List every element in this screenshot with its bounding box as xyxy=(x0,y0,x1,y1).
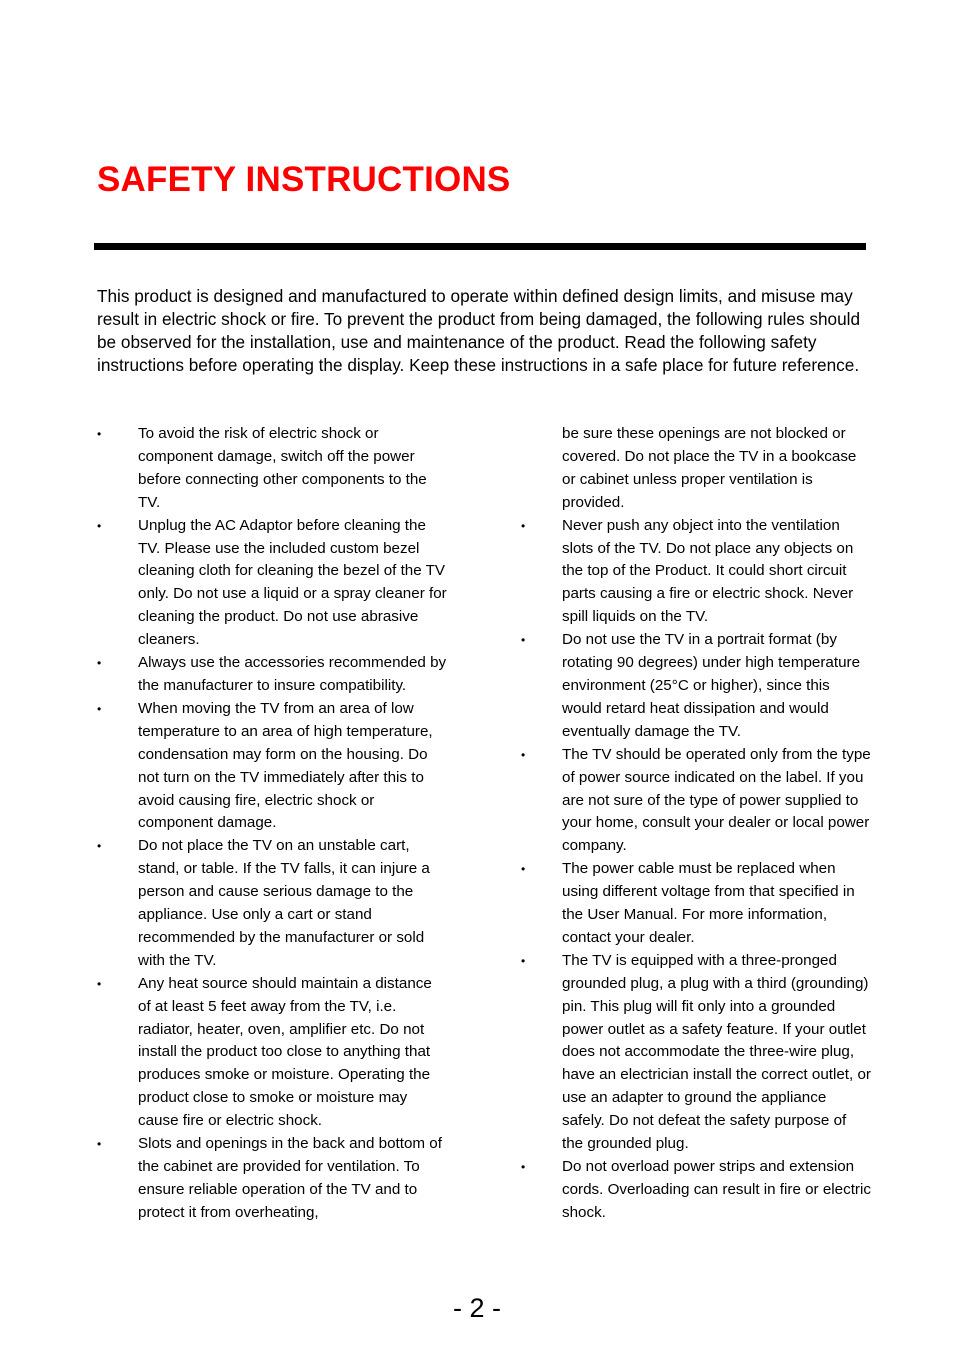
bullet-icon: • xyxy=(97,656,102,671)
list-item xyxy=(97,423,447,515)
list-item xyxy=(521,1156,871,1225)
page-number: - 2 - xyxy=(452,1293,501,1323)
list-item-text: Slots and openings in the back and bottom of the cabinet are provided for ventilation. To ensure reliable operation of the TV and to protect it from overheating, xyxy=(138,1135,442,1221)
bullet-icon: • xyxy=(97,1137,102,1152)
list-item xyxy=(97,698,447,835)
list-item-text: Do not overload power strips and extension cords. Overloading can result in fire or electric shock. xyxy=(562,1158,871,1221)
intro-paragraph: This product is designed and manufactured to operate within defined design limits, and misuse may result in electric shock or fire. To prevent the product from being damaged, the following rules should be observed for the installation, use and maintenance of the product. Read the following safety instructions before operating the display. Keep these instructions in a safe place for future reference. xyxy=(97,286,861,375)
list-item-text: Do not use the TV in a portrait format (by rotating 90 degrees) under high temperature environment (25°C or higher), since this would retard heat dissipation and would eventually damage the TV. xyxy=(562,631,861,740)
list-item-text: be sure these openings are not blocked or covered. Do not place the TV in a bookcase or cabinet unless proper ventilation is provided. xyxy=(562,425,857,511)
list-item-continuation xyxy=(521,423,871,515)
page-title: SAFETY INSTRUCTIONS xyxy=(97,160,511,199)
list-item-text: Unplug the AC Adaptor before cleaning the TV. Please use the included custom bezel cleaning cloth for cleaning the bezel of the TV only. Do not use a liquid or a spray cleaner for cleaning the product. Do not use abrasive cleaners. xyxy=(138,516,447,649)
list-item xyxy=(97,1133,447,1225)
bullet-icon: • xyxy=(521,633,526,648)
list-item xyxy=(521,950,871,1156)
list-item-text: Never push any object into the ventilation slots of the TV. Do not place any objects on the top of the Product. It could short circuit parts causing a fire or electric shock. Never spill liquids on the TV. xyxy=(562,516,854,626)
list-item xyxy=(521,858,871,950)
bullet-icon: • xyxy=(97,701,102,716)
list-item-text: The TV is equipped with a three-pronged grounded plug, a plug with a third (grounding) pin. This plug will fit only into a grounded power outlet as a safety feature. If your outlet does not accommodate the three-wire plug, have an electrician install the correct outlet, or use an adapter to ground the appliance safely. Do not defeat the safety purpose of the grounded plug. xyxy=(562,951,871,1153)
bullet-icon: • xyxy=(521,1160,526,1174)
list-item xyxy=(97,835,447,972)
bullet-icon: • xyxy=(521,518,526,533)
list-item-text: Always use the accessories recommended by the manufacturer to insure compatibility. xyxy=(138,654,447,694)
list-item xyxy=(97,652,447,698)
list-item-text: To avoid the risk of electric shock or component damage, switch off the power before connecting other components to the TV. xyxy=(138,425,427,511)
bullet-icon: • xyxy=(521,862,526,877)
bullet-icon: • xyxy=(97,976,102,991)
list-item xyxy=(97,973,447,1133)
bullet-icon: • xyxy=(97,427,102,441)
list-item xyxy=(521,629,871,744)
bullet-icon: • xyxy=(521,953,526,968)
right-column-list xyxy=(521,423,871,1225)
bullet-icon: • xyxy=(97,839,102,854)
title-divider xyxy=(94,243,866,250)
list-item xyxy=(521,744,871,859)
list-item xyxy=(97,515,447,652)
bullet-icon: • xyxy=(97,518,102,533)
list-item-text: When moving the TV from an area of low temperature to an area of high temperature, condensation may form on the housing. Do not turn on the TV immediately after this to avoid causing fire, electric shock or component damage. xyxy=(138,699,433,832)
left-column-list xyxy=(97,423,447,1225)
list-item-text: Do not place the TV on an unstable cart, stand, or table. If the TV falls, it can injure a person and cause serious damage to the appliance. Use only a cart or stand recommended by the manufacturer or sold with the TV. xyxy=(138,837,430,969)
list-item-text: The power cable must be replaced when using different voltage from that specified in the User Manual. For more information, contact your dealer. xyxy=(562,860,855,946)
list-item-text: The TV should be operated only from the type of power source indicated on the label. If you are not sure of the type of power supplied to your home, consult your dealer or local power company. xyxy=(562,745,871,855)
list-item xyxy=(521,515,871,630)
list-item-text: Any heat source should maintain a distance of at least 5 feet away from the TV, i.e. radiator, heater, oven, amplifier etc. Do not install the product too close to anything that produces smoke or moisture. Operating the product close to smoke or moisture may cause fire or electric shock. xyxy=(138,974,432,1130)
bullet-icon: • xyxy=(521,747,526,762)
